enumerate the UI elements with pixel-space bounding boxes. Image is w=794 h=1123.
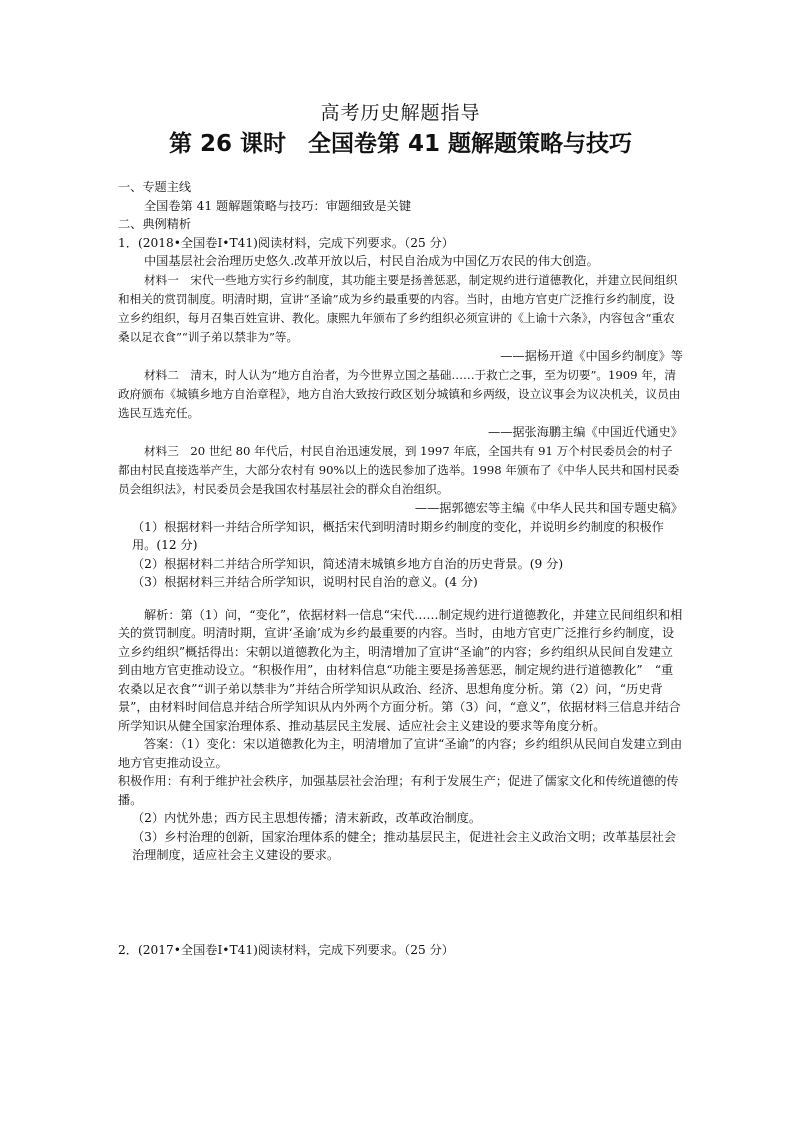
- question-1-header: 1．(2018•全国卷Ⅰ•T41)阅读材料，完成下列要求。（25 分）: [118, 235, 454, 250]
- material-3: 材料三 20 世纪 80 年代后，村民自治迅速发展，到 1997 年底，全国共有 91 万个村民委员会的村子都由村民直接选举产生，大部分农村有 90%以上的选民参加了选举。1998 年颁布了《中华人民共和国村民委员会组织法》，村民委员会是我国农村基层社会的群众自治组织。: [118, 443, 680, 496]
- answer-part-2: （2）内忧外患；西方民主思想传播；清末新政，改革政治制度。: [132, 811, 482, 825]
- document-subtitle: 高考历史解题指导: [320, 102, 481, 124]
- requirement-3: （3）根据材料三并结合所学知识，说明村民自治的意义。(4 分): [132, 575, 478, 589]
- material-3-source: ——据郭德宏等主编《中华人民共和国专题史稿》: [414, 500, 683, 515]
- requirement-1: （1）根据材料一并结合所学知识，概括宋代到明清时期乡约制度的变化，并说明乡约制度的积极作用。(12 分): [132, 519, 664, 552]
- section-heading-1: 一、专题主线: [118, 180, 192, 194]
- document-page: [118, 100, 683, 959]
- answer-positive-role: 积极作用：有利于维护社会秩序，加强基层社会治理；有利于发展生产；促进了儒家文化和传统道德的传播。: [118, 774, 679, 807]
- material-2-source: ——据张海鹏主编《中国近代通史》: [488, 424, 683, 439]
- document-title: [118, 128, 683, 160]
- answer-part-3: （3）乡村治理的创新，国家治理体系的健全；推动基层民主，促进社会主义政治文明；改革基层社会治理制度，适应社会主义建设的要求。: [132, 829, 677, 862]
- question-1-intro: 中国基层社会治理历史悠久.改革开放以后，村民自治成为中国亿万农民的伟大创造。: [144, 254, 599, 268]
- requirement-2: （2）根据材料二并结合所学知识，简述清末城镇乡地方自治的历史背景。(9 分): [132, 556, 564, 571]
- lesson-topic: 全国卷第 41 题解题策略与技巧: [308, 131, 633, 157]
- section-main-line: 全国卷第 41 题解题策略与技巧：审题细致是关键: [144, 198, 412, 213]
- analysis-paragraph: 解析：第（1）问，“变化”，依据材料一信息“宋代……制定规约进行道德教化，并建立民间组织和相关的赏罚制度。明清时期，宣讲‘圣谕’成为乡约最重要的内容。当时，由地方官吏广泛推行乡约制度，设立乡约组织”概括得出：宋朝以道德教化为主，明清增加了宣讲“圣谕”的内容；乡约组织从民间自发建立到由地方官吏推动设立。“积极作用”，由材料信息“功能主要是扬善惩恶，制定规约进行道德教化” “重农桑以足衣食”“训子弟以禁非为”并结合所学知识从政治、经济、思想角度分析。第（2）问，“历史背景”，由材料时间信息并结合所学知识从内外两个方面分析。第（3）问，“意义”，依据材料三信息并结合所学知识从健全国家治理体系、推动基层民主发展、适应社会主义建设的要求等角度分析。: [118, 607, 683, 733]
- lesson-number: 第 26 课时: [168, 131, 286, 157]
- material-2: 材料二 清末，时人认为“地方自治者，为今世界立国之基础……于救亡之事，至为切要”。1909 年，清政府颁布《城镇乡地方自治章程》，地方自治大致按行政区划分城镇和乡两级，设立议事会为议决机关，议员由选民互选充任。: [118, 367, 681, 420]
- question-2-header: 2．(2017•全国卷Ⅰ•T41)阅读材料，完成下列要求。（25 分）: [118, 942, 454, 957]
- material-1-source: ——据杨开道《中国乡约制度》等: [500, 348, 683, 363]
- answer-part-1: 答案：（1）变化：宋以道德教化为主，明清增加了宣讲“圣谕”的内容；乡约组织从民间自发建立到由地方官吏推动设立。: [118, 737, 683, 770]
- section-heading-2: 二、典例精析: [118, 217, 192, 231]
- material-1: 材料一 宋代一些地方实行乡约制度，其功能主要是扬善惩恶，制定规约进行道德教化，并建立民间组织和相关的赏罚制度。明清时期，宣讲“圣谕”成为乡约最重要的内容。当时，由地方官吏广泛推行乡约制度，设立乡约组织，每月召集百姓宣讲、教化。康熙九年颁布了乡约组织必须宣讲的《上谕十六条》，内容包含“重农桑以足衣食”“训子弟以禁非为”等。: [118, 272, 678, 344]
